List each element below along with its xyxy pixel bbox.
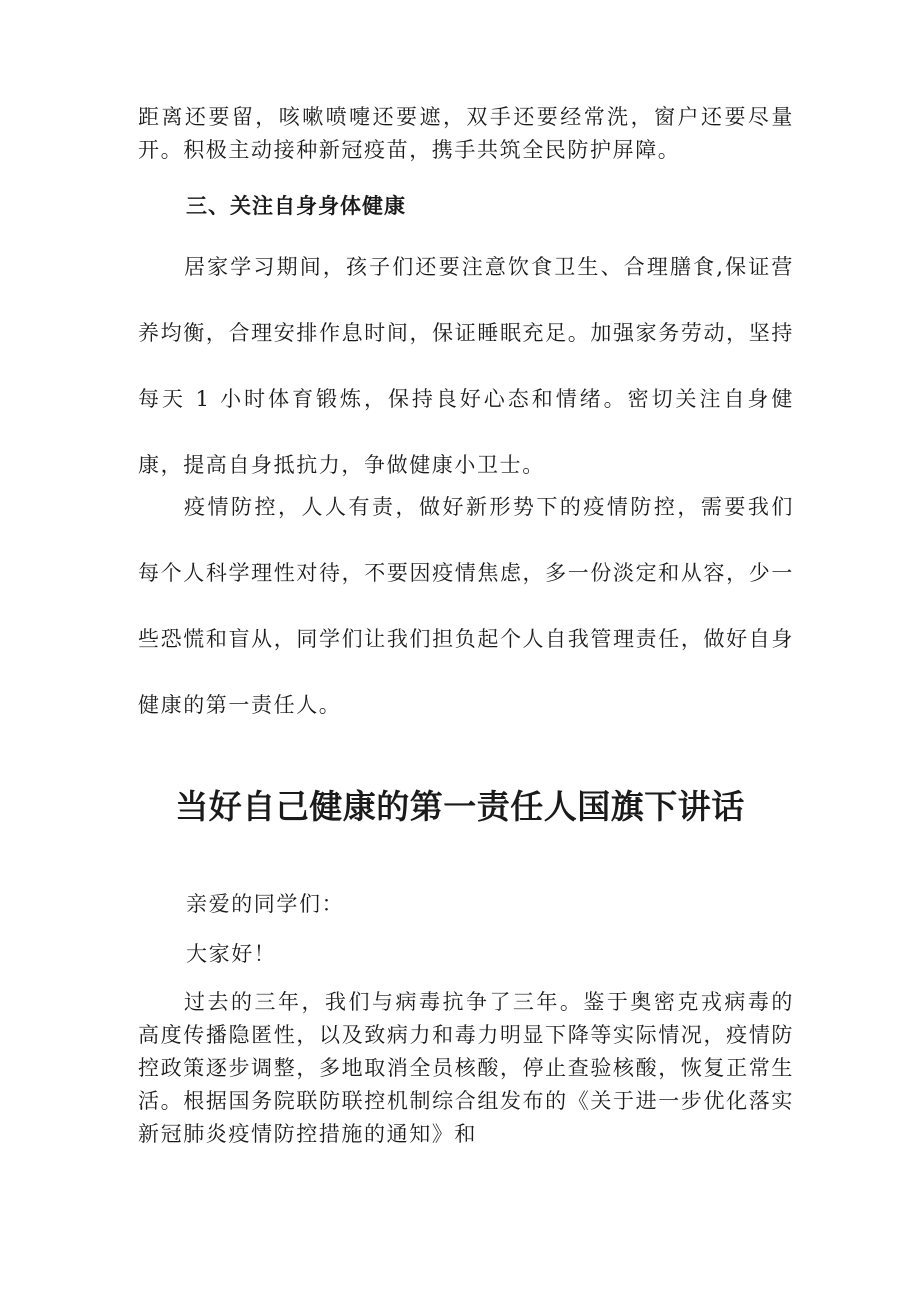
- greeting: 亲爱的同学们：: [186, 892, 345, 916]
- paragraph-prevention: 疫情防控，人人有责，做好新形势下的疫情防控，需要我们每个人科学理性对待，不要因疫情焦虑，多一份淡定和从容，少一些恐慌和盲从，同学们让我们担负起个人自我管理责任，做好自身健康的第一责任人。: [138, 495, 794, 717]
- paragraph-top: 距离还要留，咳嗽喷嚏还要遮，双手还要经常洗，窗户还要尽量开。积极主动接种新冠疫苗，携手共筑全民防护屏障。: [138, 105, 794, 162]
- salutation: 大家好！: [186, 942, 277, 966]
- paragraph-intro: 过去的三年，我们与病毒抗争了三年。鉴于奥密克戎病毒的高度传播隐匿性，以及致病力和毒力明显下降等实际情况，疫情防控政策逐步调整，多地取消全员核酸，停止查验核酸，恢复正常生活。根据国务院联防联控机制综合组发布的《关于进一步优化落实新冠肺炎疫情防控措施的通知》和: [138, 990, 794, 1146]
- speech-title: 当好自己健康的第一责任人国旗下讲话: [175, 787, 745, 826]
- section-heading: 三、关注自身身体健康: [186, 194, 406, 218]
- paragraph-health: 居家学习期间，孩子们还要注意饮食卫生、合理膳食,保证营养均衡，合理安排作息时间，保证睡眠充足。加强家务劳动，坚持每天 1 小时体育锻炼，保持良好心态和情绪。密切关注自身健康，提高自身抵抗力，争做健康小卫士。: [138, 255, 794, 477]
